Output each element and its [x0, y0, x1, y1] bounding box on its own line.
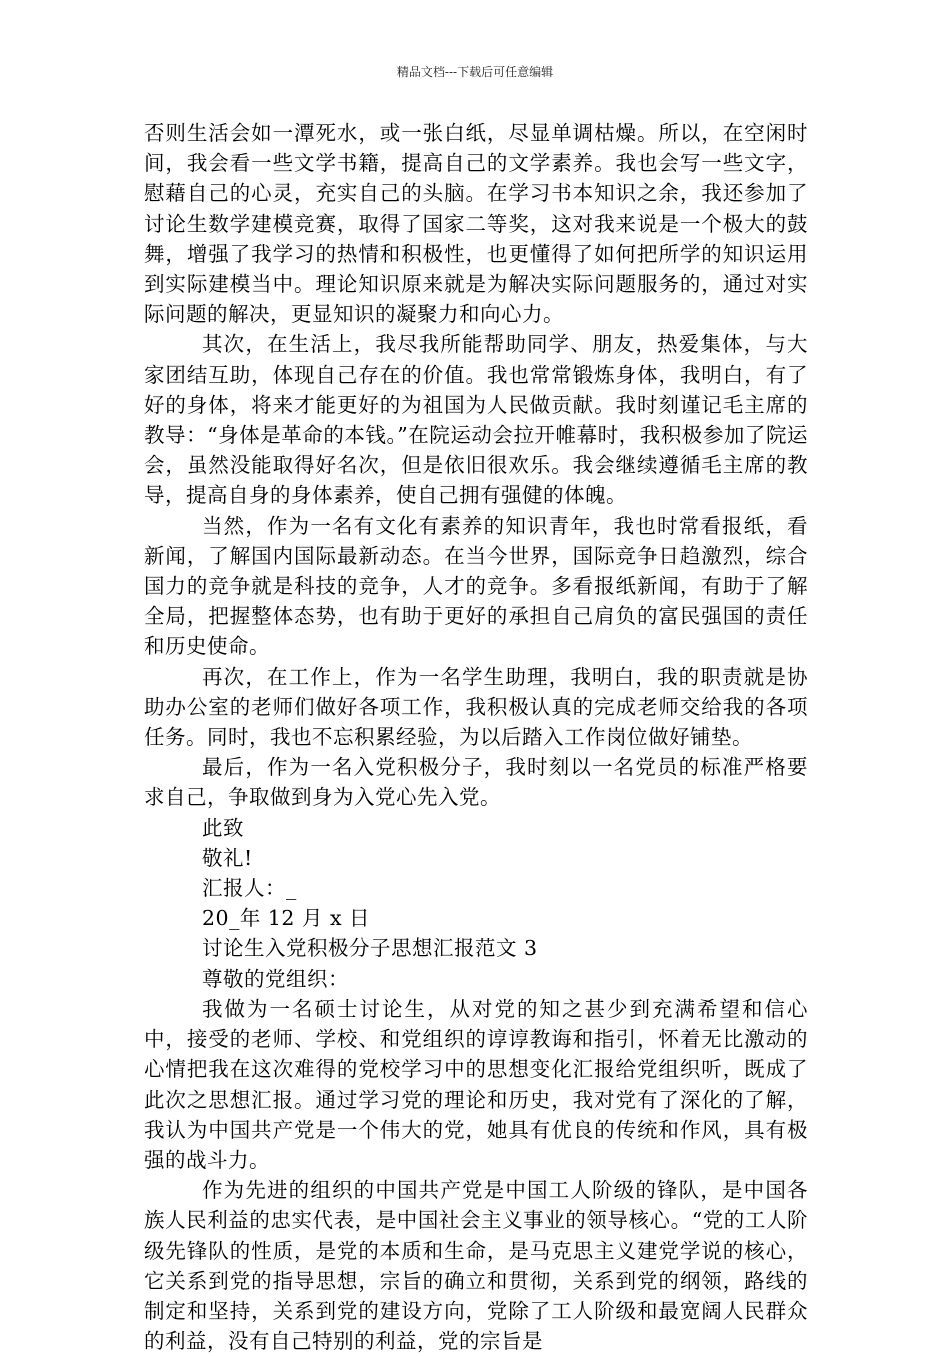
closing-cizhi: 此致 — [202, 815, 244, 840]
paragraph-finally: 最后，作为一名入党积极分子，我时刻以一名党员的标准严格要求自己，争取做到身为入党心先入党。 — [144, 755, 808, 810]
closing-jingli: 敬礼! — [202, 845, 253, 870]
salutation: 尊敬的党组织： — [202, 966, 349, 991]
paragraph-news: 当然，作为一名有文化有素养的知识青年，我也时常看报纸，看新闻，了解国内国际最新动态。在当今世界，国际竞争日趋激烈，综合国力的竞争就是科技的竞争，人才的竞争。多看报纸新闻，有助于了解全局，把握整体态势，也有助于更好的承担自己肩负的富民强国的责任和历史使命。 — [144, 513, 808, 659]
page-header: 精品文档---下载后可任意编辑 — [396, 65, 554, 79]
section-title: 讨论生入党积极分子思想汇报范文 3 — [202, 936, 538, 961]
paragraph-life: 其次，在生活上，我尽我所能帮助同学、朋友，热爱集体，与大家团结互助，体现自己存在的价值。我也常常锻炼身体，我明白，有了好的身体，将来才能更好的为祖国为人民做贡献。我时刻谨记毛主席的教导：“身体是革命的本钱。”在院运动会拉开帷幕时，我积极参加了院运会，虽然没能取得好名次，但是依旧很欢乐。我会继续遵循毛主席的教导，提高自身的身体素养，使自己拥有强健的体魄。 — [144, 332, 808, 508]
paragraph-study: 否则生活会如一潭死水，或一张白纸，尽显单调枯燥。所以，在空闲时间，我会看一些文学书籍，提高自己的文学素养。我也会写一些文字，慰藉自己的心灵，充实自己的头脑。在学习书本知识之余，我还参加了讨论生数学建模竞赛，取得了国家二等奖，这对我来说是一个极大的鼓舞，增强了我学习的热情和积极性，也更懂得了如何把所学的知识运用到实际建模当中。理论知识原来就是为解决实际问题服务的，通过对实际问题的解决，更显知识的凝聚力和向心力。 — [144, 121, 808, 327]
paragraph-intro: 我做为一名硕士讨论生，从对党的知之甚少到充满希望和信心中，接受的老师、学校、和党组织的谆谆教诲和指引，怀着无比激动的心情把我在这次难得的党校学习中的思想变化汇报给党组织听，既成了此次之思想汇报。通过学习党的理论和历史，我对党有了深化的了解，我认为中国共产党是一个伟大的党，她具有优良的传统和作风，具有极强的战斗力。 — [144, 996, 808, 1172]
paragraph-party: 作为先进的组织的中国共产党是中国工人阶级的锋队，是中国各族人民利益的忠实代表，是中国社会主义事业的领导核心。“党的工人阶级先锋队的性质，是党的本质和生命，是马克思主义建党学说的核心，它关系到党的指导思想，宗旨的确立和贯彻，关系到党的纲领，路线的制定和坚持，关系到党的建设方向，党除了工人阶级和最宽阔人民群众的利益，没有自己特别的利益，党的宗旨是 — [144, 1178, 808, 1354]
reporter-line: 汇报人：_ — [202, 876, 297, 901]
document-body — [144, 118, 808, 1356]
date-line: 20_年 12 月 x 日 — [202, 906, 371, 931]
paragraph-work: 再次，在工作上，作为一名学生助理，我明白，我的职责就是协助办公室的老师们做好各项工作，我积极认真的完成老师交给我的各项任务。同时，我也不忘积累经验，为以后踏入工作岗位做好铺垫。 — [144, 664, 808, 750]
